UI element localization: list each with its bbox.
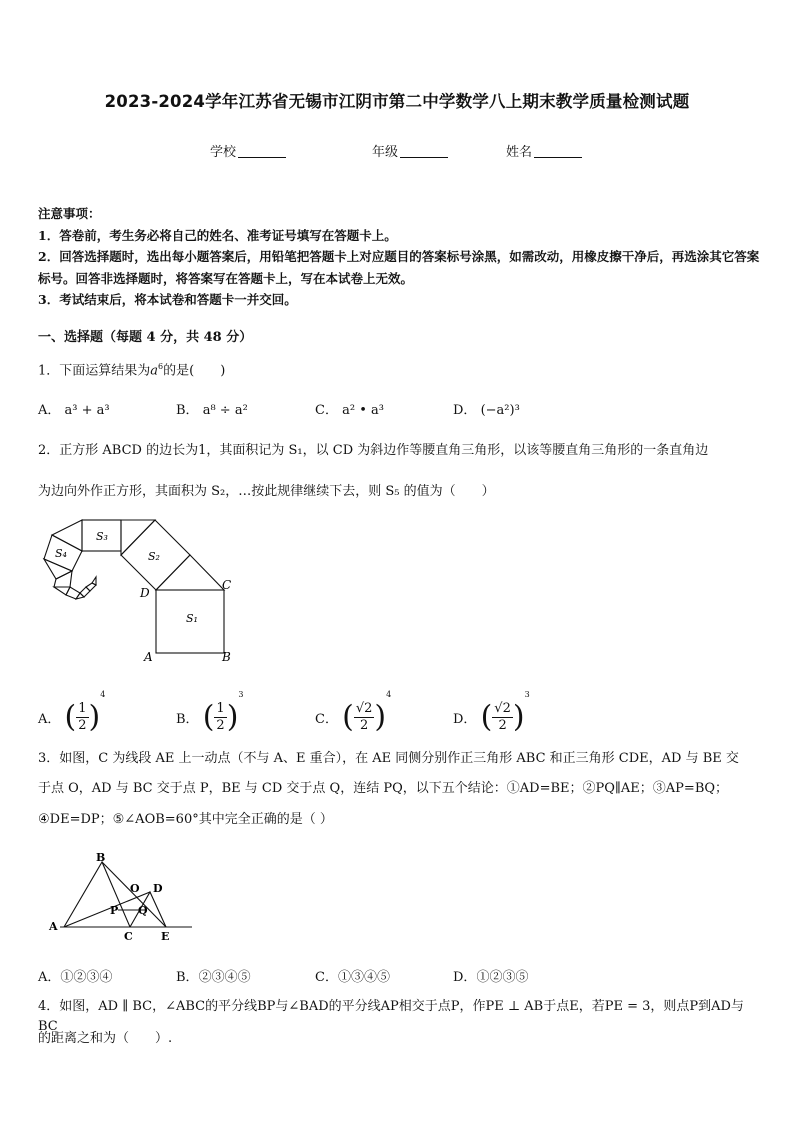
triangle-1 bbox=[156, 555, 224, 590]
option-label: C． bbox=[315, 403, 338, 418]
option-label: D． bbox=[453, 403, 477, 418]
option-text: a³ + a³ bbox=[64, 403, 110, 418]
option-numerator: √2 bbox=[355, 701, 373, 716]
exam-title: 2023-2024学年江苏省无锡市江阴市第二中学数学八上期末教学质量检测试题 bbox=[104, 92, 690, 111]
option-text: ②③④⑤ bbox=[198, 970, 251, 985]
option-label: C． bbox=[315, 970, 338, 985]
label-c: C bbox=[222, 578, 232, 592]
q3-option-b[interactable] bbox=[176, 966, 251, 985]
q2-option-b[interactable]: B． ( $\frac{1}{2}$ )$^3$ bbox=[176, 690, 244, 735]
notice-item: 3．考试结束后，将本试卷和答题卡一并交回。 bbox=[38, 292, 297, 307]
q1-option-a[interactable] bbox=[38, 399, 110, 418]
option-label: A． bbox=[38, 403, 61, 418]
student-info-fields bbox=[0, 141, 794, 161]
grade-field[interactable] bbox=[372, 141, 448, 160]
name-blank[interactable] bbox=[534, 144, 582, 158]
option-denominator: 2 bbox=[78, 718, 87, 733]
option-denominator: 2 bbox=[498, 718, 507, 733]
question-3-line-1: 3．如图，C 为线段 AE 上一动点（不与 A、E 重合），在 AE 同侧分别作正三角形 ABC 和正三角形 CDE，AD 与 BE 交 bbox=[38, 751, 739, 766]
name-field[interactable] bbox=[506, 141, 582, 160]
label-s1: S₁ bbox=[186, 612, 198, 625]
q2-options bbox=[38, 690, 760, 734]
q3-option-c[interactable] bbox=[315, 966, 390, 985]
school-field[interactable] bbox=[210, 141, 286, 160]
q3-options bbox=[38, 966, 760, 990]
notice-heading: 注意事项： bbox=[38, 206, 101, 221]
q1-prefix: 1．下面运算结果为 bbox=[38, 363, 151, 379]
q1-options bbox=[38, 399, 760, 423]
label-s2: S₂ bbox=[148, 550, 160, 563]
school-label: 学校 bbox=[210, 145, 237, 160]
option-label: A． bbox=[38, 712, 61, 727]
q3-triangles-figure bbox=[46, 850, 206, 945]
label-a: A bbox=[144, 650, 153, 663]
notice-item: 2．回答选择题时，选出每小题答案后，用铅笔把答题卡上对应题目的答案标号涂黑，如需改动，用橡皮擦干净后，再选涂其它答案标号。回答非选择题时，将答案写在答题卡上，写在本试卷上无效。 bbox=[38, 249, 760, 286]
label-s4: S₄ bbox=[55, 547, 67, 560]
notice-block bbox=[38, 203, 760, 311]
label-q: Q bbox=[138, 904, 148, 917]
option-text: (−a²)³ bbox=[480, 403, 520, 418]
notice-item: 1．答卷前，考生务必将自己的姓名、准考证号填写在答题卡上。 bbox=[38, 227, 397, 243]
question-3-line-2: 于点 O，AD 与 BC 交于点 P，BE 与 CD 交于点 Q，连结 PQ，以下五个结论：①AD=BE；②PQ∥AE；③AP=BQ； bbox=[38, 781, 729, 796]
grade-label: 年级 bbox=[372, 145, 399, 160]
q3-option-a[interactable] bbox=[38, 966, 112, 985]
q1-option-d[interactable] bbox=[453, 399, 520, 418]
option-label: B． bbox=[176, 403, 199, 418]
q1-option-c[interactable] bbox=[315, 399, 384, 418]
label-b: B bbox=[222, 650, 231, 663]
option-exponent: 4 bbox=[386, 690, 392, 699]
label-s3: S₃ bbox=[96, 530, 108, 543]
label-d: D bbox=[140, 586, 150, 600]
q2-spiral-squares-figure bbox=[40, 515, 240, 663]
q2-option-a[interactable]: A． ( $\frac{1}{2}$ )$^4$ bbox=[38, 690, 106, 735]
label-b: B bbox=[96, 851, 106, 864]
label-o: O bbox=[130, 882, 140, 895]
name-label: 姓名 bbox=[506, 145, 533, 160]
label-a: A bbox=[49, 920, 58, 933]
q1-suffix: 的是( ) bbox=[163, 363, 226, 379]
option-numerator: √2 bbox=[494, 701, 511, 716]
option-text: ①②③④ bbox=[60, 970, 113, 985]
q2-option-c[interactable]: C． ( $\frac{√2}{2}$ )$^4$ bbox=[315, 690, 392, 735]
option-text: a² • a³ bbox=[342, 403, 384, 418]
question-2-line-2: 为边向外作正方形，其面积为 S₂，…按此规律继续下去，则 S₅ 的值为（ ） bbox=[38, 484, 495, 499]
q1-option-b[interactable] bbox=[176, 399, 248, 418]
option-label: B． bbox=[176, 970, 199, 985]
option-denominator: 2 bbox=[216, 718, 225, 733]
option-text: ①③④⑤ bbox=[337, 970, 390, 985]
label-c: C bbox=[124, 930, 133, 943]
question-2-line-1: 2．正方形 ABCD 的边长为1，其面积记为 S₁，以 CD 为斜边作等腰直角三角形，以该等腰直角三角形的一条直角边 bbox=[38, 443, 709, 458]
question-4-line-2: 的距离之和为（ ）. bbox=[38, 1031, 173, 1046]
option-label: B． bbox=[176, 712, 199, 727]
option-exponent: 3 bbox=[238, 690, 244, 699]
question-1 bbox=[38, 357, 760, 381]
section-heading: 一、选择题（每题 4 分，共 48 分） bbox=[38, 330, 253, 345]
option-exponent: 3 bbox=[524, 690, 530, 699]
label-e: E bbox=[161, 930, 170, 943]
school-blank[interactable] bbox=[238, 144, 286, 158]
question-3-line-3: ④DE=DP；⑤∠AOB=60°其中完全正确的是（ ） bbox=[38, 812, 333, 827]
q1-var: a bbox=[150, 363, 159, 379]
q3-option-d[interactable] bbox=[453, 966, 528, 985]
option-denominator: 2 bbox=[359, 718, 369, 733]
q1-exp: 6 bbox=[158, 362, 164, 371]
option-label: C． bbox=[315, 712, 338, 727]
option-label: D． bbox=[453, 712, 477, 727]
option-label: A． bbox=[38, 970, 61, 985]
option-exponent: 4 bbox=[100, 690, 106, 699]
question-4-line-1: 4．如图，AD ∥ BC，∠ABC的平分线BP与∠BAD的平分线AP相交于点P，作PE ⊥ AB于点E，若PE = 3，则点P到AD与BC bbox=[38, 999, 744, 1034]
label-d: D bbox=[153, 882, 163, 895]
option-text: a⁸ ÷ a² bbox=[202, 403, 248, 418]
label-p: P bbox=[110, 904, 119, 917]
option-numerator: 1 bbox=[216, 701, 225, 716]
grade-blank[interactable] bbox=[400, 144, 448, 158]
option-label: D． bbox=[453, 970, 477, 985]
option-numerator: 1 bbox=[78, 701, 87, 716]
option-text: ①②③⑤ bbox=[476, 970, 529, 985]
q2-option-d[interactable]: D． ( $\frac{√2}{2}$ )$^3$ bbox=[453, 690, 530, 735]
